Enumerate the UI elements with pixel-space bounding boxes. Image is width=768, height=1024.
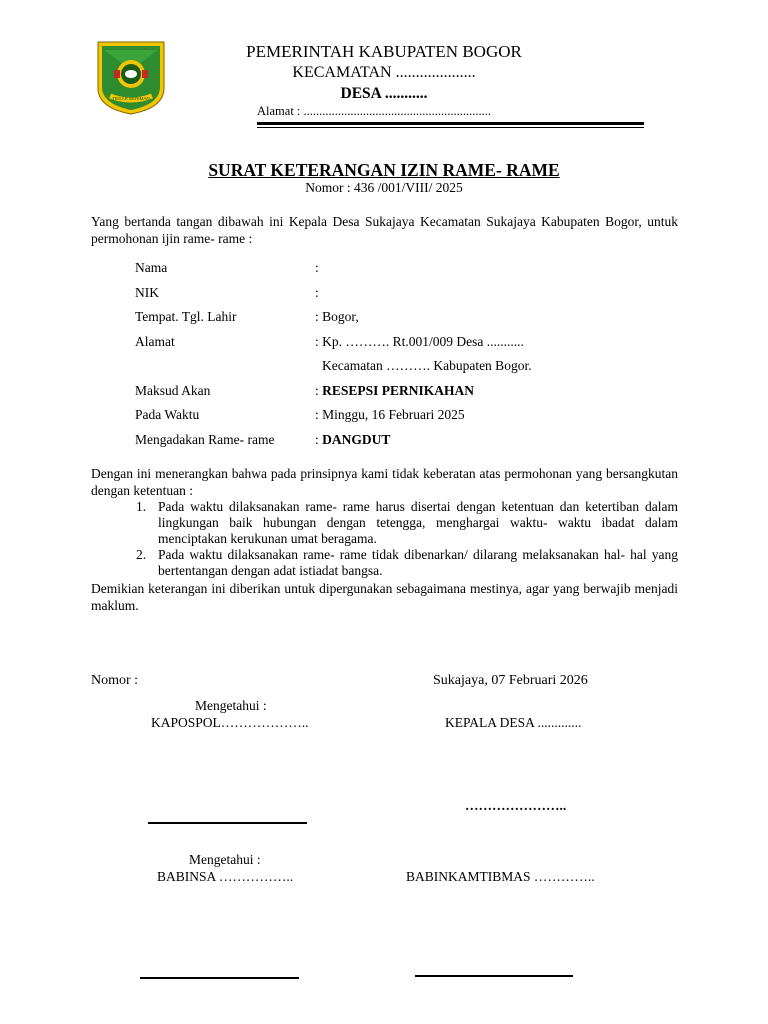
signature-line-kapospol [148, 822, 307, 824]
field-label-nik: NIK [135, 285, 159, 300]
statement-paragraph: Dengan ini menerangkan bahwa pada prinsipnya kami tidak keberatan atas permohonan yang bersangkutan dengan ketentuan : [91, 466, 678, 498]
condition-2-text: Pada waktu dilaksanakan rame- rame tidak dibenarkan/ dilarang melaksanakan hal- hal yang bertentangan dengan adat istiadat bangsa. [158, 547, 678, 578]
signature-place-date: Sukajaya, 07 Februari 2026 [433, 673, 588, 688]
signature-nomor: Nomor : [91, 673, 139, 688]
signature-kepala-desa: KEPALA DESA ............. [445, 715, 582, 730]
letterhead-government: PEMERINTAH KABUPATEN BOGOR [246, 42, 522, 61]
field-value-alamat: : Kp. ………. Rt.001/009 Desa ........... [315, 334, 524, 349]
condition-2-number: 2. [136, 547, 147, 562]
field-label-alamat: Alamat [135, 334, 175, 349]
signature-mengetahui-2: Mengetahui : [189, 852, 261, 867]
signature-mengetahui-1: Mengetahui : [195, 698, 267, 713]
condition-1-number: 1. [136, 499, 147, 514]
field-value-maksud [315, 383, 474, 399]
field-value-nama: : [315, 260, 319, 275]
field-value-maksud-text: RESEPSI PERNIKAHAN [322, 383, 475, 398]
signature-babinkamtibmas: BABINKAMTIBMAS ………….. [406, 869, 595, 884]
field-value-mengadakan-text: DANGDUT [322, 432, 391, 447]
document-number: Nomor : 436 /001/VIII/ 2025 [305, 180, 463, 195]
signature-line-babinkamtibmas [415, 975, 573, 977]
document-title: SURAT KETERANGAN IZIN RAME- RAME [208, 160, 560, 180]
field-value-mengadakan [315, 432, 390, 448]
field-label-mengadakan: Mengadakan Rame- rame [135, 432, 275, 447]
letterhead-address: Alamat : ............................................................ [257, 104, 492, 118]
field-label-maksud: Maksud Akan [135, 383, 211, 398]
field-colon-mengadakan: : [315, 432, 323, 447]
letterhead-rule-thick [257, 122, 644, 125]
letterhead-desa: DESA ........... [340, 85, 428, 102]
letterhead-kecamatan: KECAMATAN .................... [292, 64, 476, 81]
condition-1-text: Pada waktu dilaksanakan rame- rame harus disertai dengan ketentuan dan ketertiban dalam lingkungan baik hubungan dengan tetengga, menghargai waktu- waktu ibadat dalam menciptakan kerukunan umat beragama. [158, 499, 678, 546]
signature-kapospol: KAPOSPOL……………….. [151, 715, 309, 730]
field-value-waktu: : Minggu, 16 Februari 2025 [315, 407, 465, 422]
signature-kepala-desa-name: ………………….. [465, 798, 567, 813]
field-label-waktu: Pada Waktu [135, 407, 200, 422]
intro-paragraph: Yang bertanda tangan dibawah ini Kepala Desa Sukajaya Kecamatan Sukajaya Kabupaten Bogor, untuk permohonan ijin rame- rame : [91, 214, 678, 246]
field-value-alamat-line2: Kecamatan ………. Kabupaten Bogor. [322, 358, 532, 373]
field-value-nik: : [315, 285, 319, 300]
field-label-ttl: Tempat. Tgl. Lahir [135, 309, 237, 324]
letterhead-rule-thin [257, 127, 644, 128]
signature-line-babinsa [140, 977, 299, 979]
field-colon-maksud: : [315, 383, 323, 398]
signature-babinsa: BABINSA …………….. [157, 869, 294, 884]
closing-paragraph: Demikian keterangan ini diberikan untuk dipergunakan sebagaimana mestinya, agar yang berwajib menjadi maklum. [91, 581, 678, 613]
field-value-ttl: : Bogor, [315, 309, 359, 324]
field-label-nama: Nama [135, 260, 168, 275]
logo-motto: TEGAR BERIMAN [112, 96, 150, 101]
